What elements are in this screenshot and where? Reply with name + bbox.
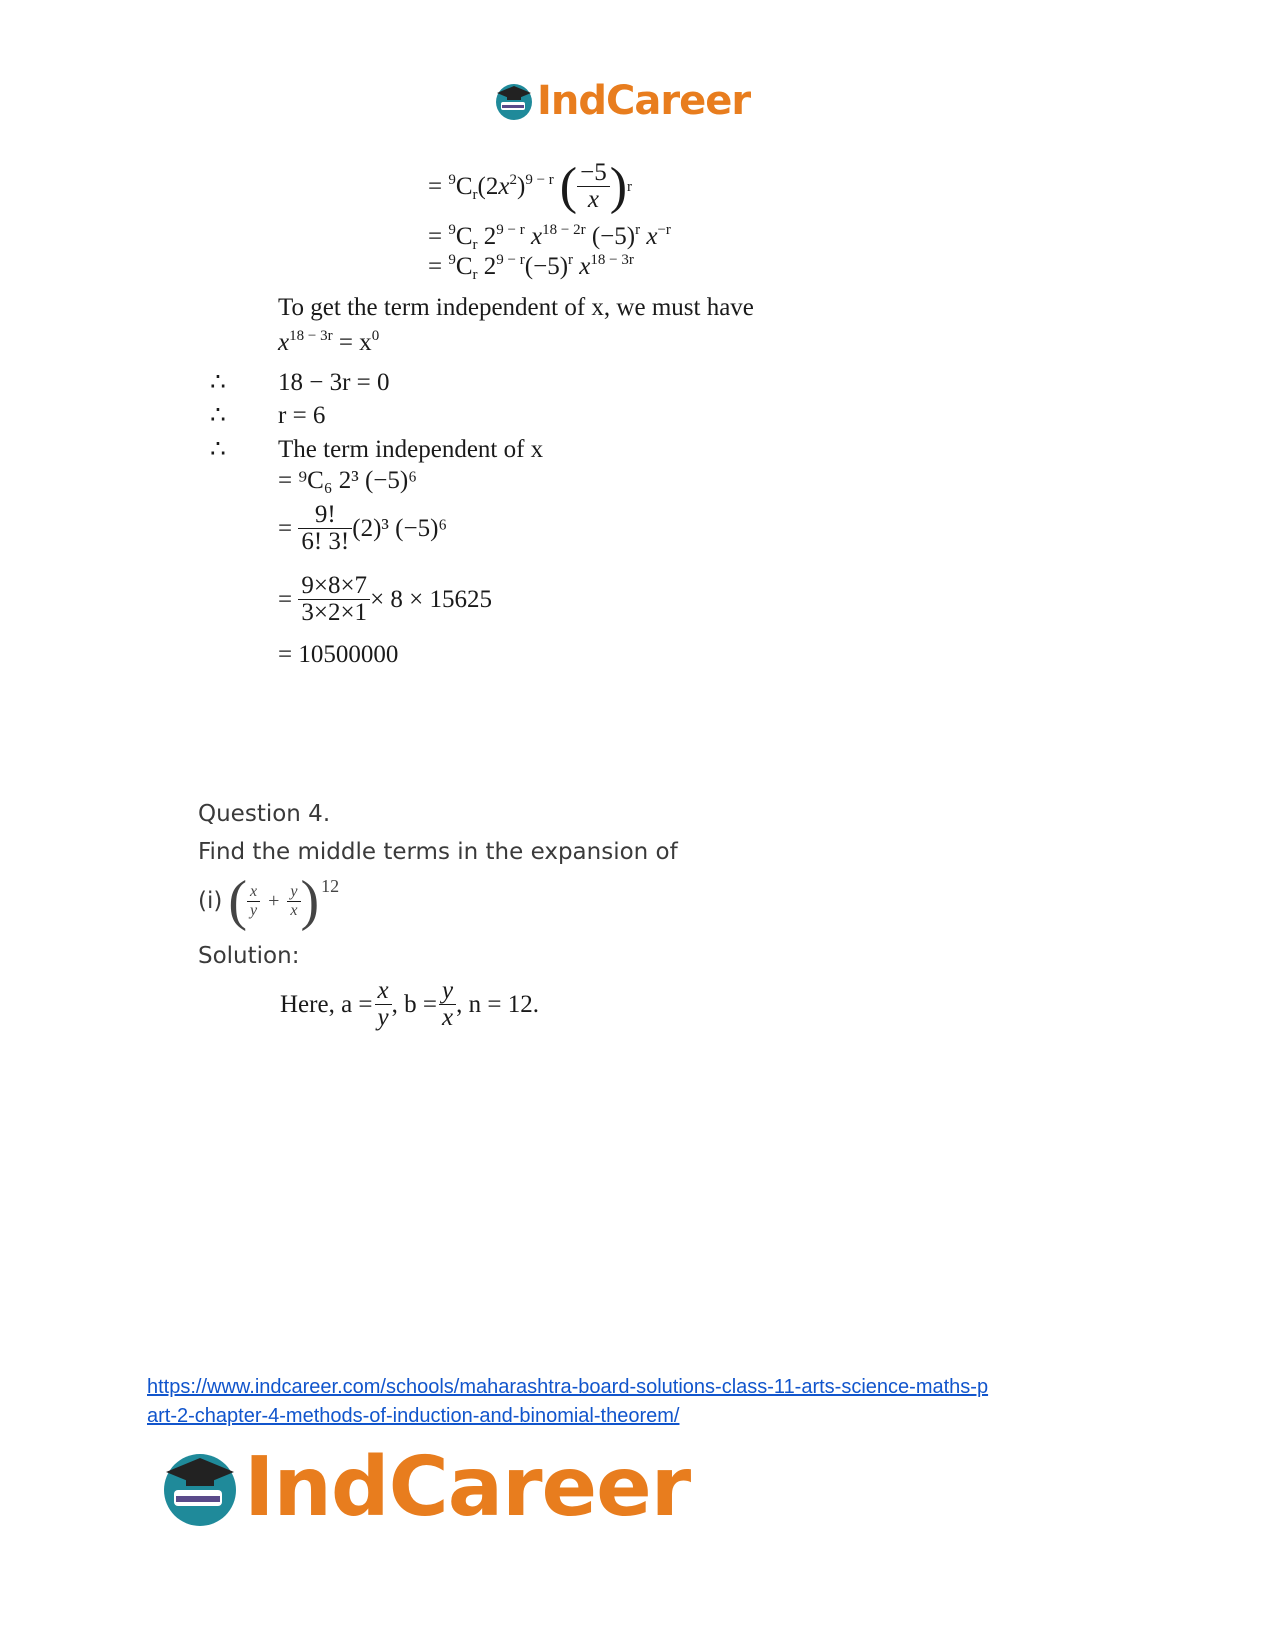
factorial-step: = $\frac{9!}{6! 3!}$ (2)³ (−5)⁶ — [278, 501, 448, 555]
term-expression: = ⁹C₆ 2³ (−5)⁶ — [278, 467, 417, 494]
expansion-line-2: = $^9C_r$ $2^{9 - r}$ $x^{18 - 2r}$ $(-5)^r$ $x^{-r}$ — [428, 222, 671, 253]
header-logo — [493, 78, 750, 124]
step-equation-1: 18 − 3r = 0 — [278, 369, 390, 396]
multiplication-step: = $\frac{9\times 8\times 7}{3\times 2\times 1}$ × 8 × 15625 — [278, 572, 493, 626]
solution-label: Solution: — [198, 943, 300, 969]
expression-part-i: (i) ( $\frac{x}{y}$ + $\frac{y}{x}$ ) 12 — [198, 870, 340, 932]
logo-wordmark: IndCareer — [244, 1440, 691, 1535]
question-title: Question 4. — [198, 801, 331, 827]
question-prompt: Find the middle terms in the expansion of — [198, 839, 678, 865]
exponent-equation: $x^{18 - 3r} = x^0$ — [278, 328, 380, 356]
expansion-line-1: = $^9C_r(2x^2)^{9 - r}$ ( $\frac{-5}{x}$ ) r — [428, 157, 633, 215]
footer-logo — [158, 1440, 690, 1535]
step-equation-2: r = 6 — [278, 402, 326, 429]
solution-values: Here, a = $\frac{x}{y}$ , b = $\frac{y}{x}$ , n = 12. — [280, 977, 539, 1031]
expansion-line-3: = $^9C_r$ $2^{9 - r}(-5)^r$ $x^{18 - 3r}$ — [428, 252, 634, 283]
therefore-symbol: ∴ — [210, 369, 226, 396]
step-statement-3: The term independent of x — [278, 436, 544, 463]
graduation-globe-icon — [493, 80, 535, 122]
therefore-symbol: ∴ — [210, 402, 226, 429]
source-link[interactable]: https://www.indcareer.com/schools/maharashtra-board-solutions-class-11-arts-science-maths-p art-2-chapter-4-methods-of-induction-and-binomial-theorem/ — [147, 1376, 989, 1427]
final-result: = 10500000 — [278, 641, 399, 668]
logo-wordmark: IndCareer — [537, 78, 751, 124]
therefore-symbol: ∴ — [210, 436, 226, 463]
graduation-globe-icon — [158, 1446, 242, 1530]
independent-term-statement: To get the term independent of x, we must have — [278, 294, 754, 321]
